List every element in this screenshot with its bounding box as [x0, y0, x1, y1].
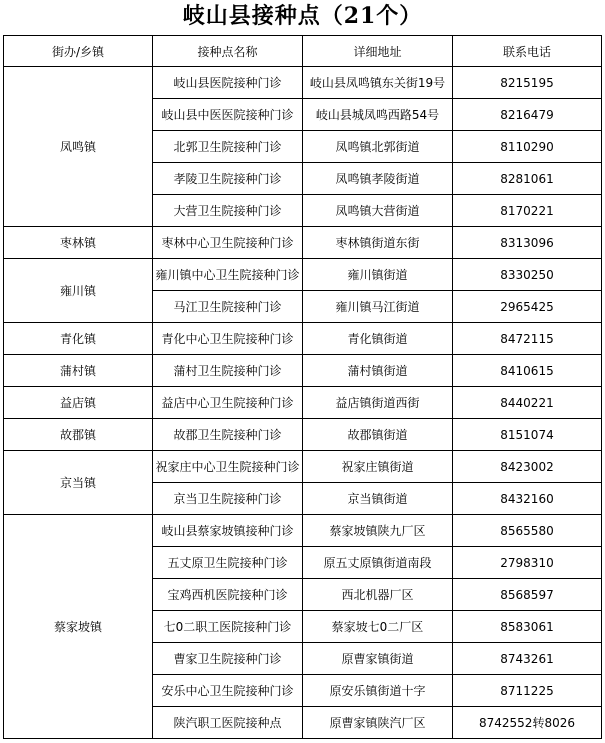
site-cell[interactable]: 祝家庄中心卫生院接种门诊	[153, 451, 303, 483]
address-cell[interactable]: 蔡家坡镇陕九厂区	[303, 515, 453, 547]
header-address[interactable]: 详细地址	[303, 36, 453, 67]
site-cell[interactable]: 马江卫生院接种门诊	[153, 291, 303, 323]
site-cell[interactable]: 岐山县医院接种门诊	[153, 67, 303, 99]
phone-cell[interactable]: 8151074	[453, 419, 602, 451]
phone-cell[interactable]: 8440221	[453, 387, 602, 419]
header-site[interactable]: 接种点名称	[153, 36, 303, 67]
table-row	[4, 355, 602, 387]
table-row	[4, 515, 602, 547]
phone-cell[interactable]: 8215195	[453, 67, 602, 99]
address-cell[interactable]: 原安乐镇街道十字	[303, 675, 453, 707]
address-cell[interactable]: 雍川镇马江街道	[303, 291, 453, 323]
phone-cell[interactable]: 8281061	[453, 163, 602, 195]
address-cell[interactable]: 原曹家镇陕汽厂区	[303, 707, 453, 739]
site-cell[interactable]: 岐山县蔡家坡镇接种门诊	[153, 515, 303, 547]
phone-cell[interactable]: 8330250	[453, 259, 602, 291]
site-cell[interactable]: 北郭卫生院接种门诊	[153, 131, 303, 163]
address-cell[interactable]: 蒲村镇街道	[303, 355, 453, 387]
address-cell[interactable]: 岐山县城凤鸣西路54号	[303, 99, 453, 131]
site-cell[interactable]: 五丈原卫生院接种门诊	[153, 547, 303, 579]
site-cell[interactable]: 陕汽职工医院接种点	[153, 707, 303, 739]
site-cell[interactable]: 岐山县中医医院接种门诊	[153, 99, 303, 131]
header-town[interactable]: 街办/乡镇	[4, 36, 153, 67]
address-cell[interactable]: 蔡家坡七0二厂区	[303, 611, 453, 643]
town-cell[interactable]: 益店镇	[4, 387, 153, 419]
address-cell[interactable]: 岐山县凤鸣镇东关街19号	[303, 67, 453, 99]
site-cell[interactable]: 宝鸡西机医院接种门诊	[153, 579, 303, 611]
header-phone[interactable]: 联系电话	[453, 36, 602, 67]
table-row	[4, 387, 602, 419]
address-cell[interactable]: 故郡镇街道	[303, 419, 453, 451]
phone-cell[interactable]: 8423002	[453, 451, 602, 483]
phone-cell[interactable]: 8216479	[453, 99, 602, 131]
address-cell[interactable]: 雍川镇街道	[303, 259, 453, 291]
site-cell[interactable]: 雍川镇中心卫生院接种门诊	[153, 259, 303, 291]
town-cell[interactable]: 雍川镇	[4, 259, 153, 323]
phone-cell[interactable]: 8565580	[453, 515, 602, 547]
address-cell[interactable]: 益店镇街道西街	[303, 387, 453, 419]
table-row	[4, 227, 602, 259]
vaccination-sites-table	[3, 35, 602, 739]
phone-cell[interactable]: 2798310	[453, 547, 602, 579]
address-cell[interactable]: 京当镇街道	[303, 483, 453, 515]
address-cell[interactable]: 凤鸣镇孝陵街道	[303, 163, 453, 195]
phone-cell[interactable]: 8110290	[453, 131, 602, 163]
site-cell[interactable]: 安乐中心卫生院接种门诊	[153, 675, 303, 707]
phone-cell[interactable]: 8743261	[453, 643, 602, 675]
town-cell[interactable]: 蒲村镇	[4, 355, 153, 387]
phone-cell[interactable]: 8432160	[453, 483, 602, 515]
town-cell[interactable]: 京当镇	[4, 451, 153, 515]
town-cell[interactable]: 故郡镇	[4, 419, 153, 451]
phone-cell[interactable]: 8410615	[453, 355, 602, 387]
site-cell[interactable]: 七0二职工医院接种门诊	[153, 611, 303, 643]
site-cell[interactable]: 京当卫生院接种门诊	[153, 483, 303, 515]
town-cell[interactable]: 凤鸣镇	[4, 67, 153, 227]
town-cell[interactable]: 枣林镇	[4, 227, 153, 259]
table-row	[4, 67, 602, 99]
site-cell[interactable]: 枣林中心卫生院接种门诊	[153, 227, 303, 259]
table-row	[4, 259, 602, 291]
site-cell[interactable]: 曹家卫生院接种门诊	[153, 643, 303, 675]
table-body	[4, 67, 602, 739]
site-cell[interactable]: 故郡卫生院接种门诊	[153, 419, 303, 451]
phone-cell[interactable]: 8711225	[453, 675, 602, 707]
phone-cell[interactable]: 8313096	[453, 227, 602, 259]
site-cell[interactable]: 青化中心卫生院接种门诊	[153, 323, 303, 355]
phone-cell[interactable]: 8568597	[453, 579, 602, 611]
phone-cell[interactable]: 8170221	[453, 195, 602, 227]
site-cell[interactable]: 蒲村卫生院接种门诊	[153, 355, 303, 387]
phone-cell[interactable]: 2965425	[453, 291, 602, 323]
site-cell[interactable]: 大营卫生院接种门诊	[153, 195, 303, 227]
town-cell[interactable]: 蔡家坡镇	[4, 515, 153, 739]
header-row	[4, 36, 602, 67]
table-row	[4, 451, 602, 483]
table-row	[4, 323, 602, 355]
town-cell[interactable]: 青化镇	[4, 323, 153, 355]
table-row	[4, 419, 602, 451]
site-cell[interactable]: 益店中心卫生院接种门诊	[153, 387, 303, 419]
phone-cell[interactable]: 8472115	[453, 323, 602, 355]
address-cell[interactable]: 青化镇街道	[303, 323, 453, 355]
address-cell[interactable]: 祝家庄镇街道	[303, 451, 453, 483]
address-cell[interactable]: 西北机器厂区	[303, 579, 453, 611]
site-cell[interactable]: 孝陵卫生院接种门诊	[153, 163, 303, 195]
address-cell[interactable]: 凤鸣镇北郭街道	[303, 131, 453, 163]
page-title: 岐山县接种点（21个）	[182, 3, 423, 29]
phone-cell[interactable]: 8583061	[453, 611, 602, 643]
phone-cell[interactable]: 8742552转8026	[453, 707, 602, 739]
address-cell[interactable]: 原五丈原镇街道南段	[303, 547, 453, 579]
address-cell[interactable]: 凤鸣镇大营街道	[303, 195, 453, 227]
address-cell[interactable]: 原曹家镇街道	[303, 643, 453, 675]
address-cell[interactable]: 枣林镇街道东街	[303, 227, 453, 259]
